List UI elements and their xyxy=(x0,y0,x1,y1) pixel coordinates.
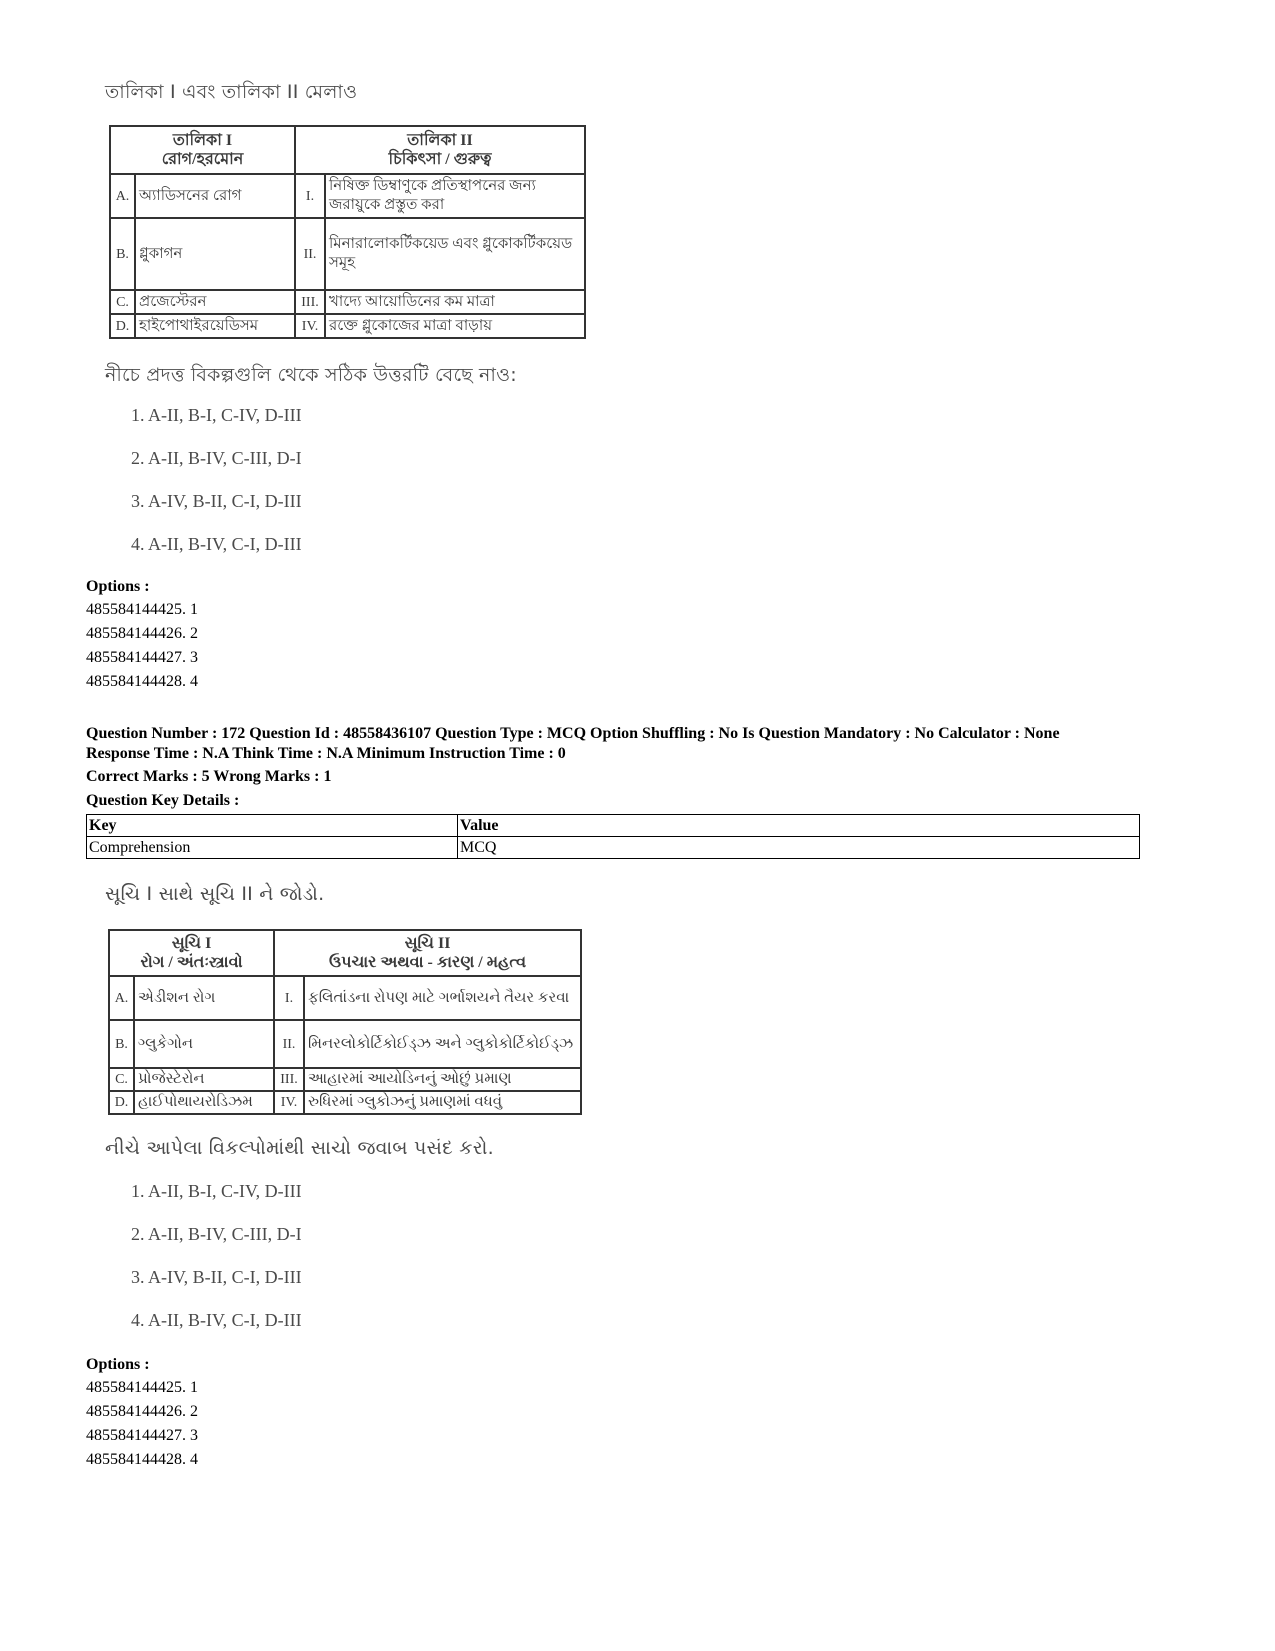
row-label: D. xyxy=(109,1091,134,1114)
question-meta xyxy=(86,724,1146,764)
row-label: B. xyxy=(110,218,135,290)
options-block xyxy=(86,578,198,694)
row-label: IV. xyxy=(295,314,325,338)
option-item: 485584144427. 3 xyxy=(86,1427,198,1444)
match-table xyxy=(108,929,582,1115)
row-label: II. xyxy=(274,1020,304,1068)
list-2-subtitle: চিকিৎসা / গুরুত্ব xyxy=(388,151,492,168)
table-row xyxy=(110,174,585,218)
row-item: એડીશન રોગ xyxy=(134,976,274,1020)
question-meta-line-1: Question Number : 172 Question Id : 48558436107 Question Type : MCQ Option Shuffling : No Is Question Mandatory : No Calculator : None xyxy=(86,725,1060,742)
table-row xyxy=(109,1068,581,1091)
row-label: B. xyxy=(109,1020,134,1068)
choice-2: 2. A-II, B-IV, C-III, D-I xyxy=(131,1224,302,1244)
table-row xyxy=(109,1091,581,1114)
match-table-header xyxy=(110,126,585,174)
value-cell: MCQ xyxy=(458,837,1140,859)
question-prompt: নীচে প্রদত্ত বিকল্পগুলি থেকে সঠিক উত্তরটি বেছে নাও: xyxy=(105,364,517,386)
choice-3: 3. A-IV, B-II, C-I, D-III xyxy=(131,491,302,511)
row-label: A. xyxy=(110,174,135,218)
row-item: নিষিক্ত ডিম্বাণুকে প্রতিস্থাপনের জন্য জরায়ুকে প্রস্তুত করা xyxy=(325,174,585,218)
table-row xyxy=(109,1020,581,1068)
row-item: ગ્લુકેગોન xyxy=(134,1020,274,1068)
row-item: খাদ্যে আয়োডিনের কম মাত্রা xyxy=(325,290,585,314)
row-label: A. xyxy=(109,976,134,1020)
option-item: 485584144426. 2 xyxy=(86,625,198,642)
option-item: 485584144428. 4 xyxy=(86,1451,198,1468)
row-item: મિનરલોકોર્ટિકોઈડ્ઝ અને ગ્લુકોકોર્ટિકોઈડ્ઝ xyxy=(304,1020,581,1068)
list-2-header xyxy=(295,126,585,174)
list-1-title: સૂચિ I xyxy=(171,935,212,952)
list-1-title: তালিকা I xyxy=(172,132,233,149)
row-item: হাইপোথাইরয়েডিসম xyxy=(135,314,295,338)
row-label: II. xyxy=(295,218,325,290)
row-item: ફલિતાંડના રોપણ માટે ગર્ભાશયને તૈયર કરવા xyxy=(304,976,581,1020)
choice-1: 1. A-II, B-I, C-IV, D-III xyxy=(131,405,302,425)
row-item: રુધિરમાં ગ્લુકોઝનું પ્રમાણમાં વધવું xyxy=(304,1091,581,1114)
choice-3: 3. A-IV, B-II, C-I, D-III xyxy=(131,1267,302,1287)
list-2-subtitle: ઉપચાર અથવા - કારણ / મહત્વ xyxy=(328,954,527,971)
match-table xyxy=(109,125,586,339)
row-item: હાઈપોથાયરોડિઝમ xyxy=(134,1091,274,1114)
list-1-header xyxy=(109,930,274,976)
list-1-header xyxy=(110,126,295,174)
option-item: 485584144425. 1 xyxy=(86,1379,198,1396)
row-item: આહારમાં આયોડિનનું ઓછું પ્રમાણ xyxy=(304,1068,581,1091)
options-block xyxy=(86,1356,198,1472)
key-header: Key xyxy=(87,815,458,837)
question-marks: Correct Marks : 5 Wrong Marks : 1 xyxy=(86,768,332,785)
question-image-bengali xyxy=(105,78,665,110)
row-item: પ્રોજેસ્ટેરોન xyxy=(134,1068,274,1091)
row-label: IV. xyxy=(274,1091,304,1114)
list-2-header xyxy=(274,930,581,976)
row-label: D. xyxy=(110,314,135,338)
choice-1: 1. A-II, B-I, C-IV, D-III xyxy=(131,1181,302,1201)
row-item: মিনারালোকর্টিকয়েড এবং গ্লুকোকর্টিকয়েড সমূহ xyxy=(325,218,585,290)
key-cell: Comprehension xyxy=(87,837,458,859)
list-2-title: સૂચિ II xyxy=(404,935,451,952)
list-1-subtitle: রোগ/হরমোন xyxy=(161,151,244,168)
choice-4: 4. A-II, B-IV, C-I, D-III xyxy=(131,534,302,554)
question-meta-line-2: Response Time : N.A Think Time : N.A Minimum Instruction Time : 0 xyxy=(86,745,566,762)
option-item: 485584144426. 2 xyxy=(86,1403,198,1420)
value-header: Value xyxy=(458,815,1140,837)
choice-4: 4. A-II, B-IV, C-I, D-III xyxy=(131,1310,302,1330)
choice-2: 2. A-II, B-IV, C-III, D-I xyxy=(131,448,302,468)
question-prompt: નીચે આપેલા વિકલ્પોમાંથી સાચો જવાબ પસંદ કરો. xyxy=(105,1137,494,1159)
key-details-title: Question Key Details : xyxy=(86,792,240,809)
question-instruction: তালিকা I এবং তালিকা II মেলাও xyxy=(105,81,358,103)
list-1-subtitle: રોગ / અંતઃસ્ત્રાવો xyxy=(140,954,243,971)
table-row xyxy=(110,314,585,338)
question-instruction: સૂચિ I સાથે સૂચિ II ને જોડો. xyxy=(105,883,325,905)
row-item: রক্তে গ্লুকোজের মাত্রা বাড়ায় xyxy=(325,314,585,338)
row-label: C. xyxy=(110,290,135,314)
table-row xyxy=(110,290,585,314)
options-title: Options : xyxy=(86,1356,150,1373)
row-label: III. xyxy=(295,290,325,314)
row-label: C. xyxy=(109,1068,134,1091)
option-item: 485584144427. 3 xyxy=(86,649,198,666)
row-label: III. xyxy=(274,1068,304,1091)
row-item: অ্যাডিসনের রোগ xyxy=(135,174,295,218)
list-2-title: তালিকা II xyxy=(407,132,473,149)
row-item: প্রজেস্টেরন xyxy=(135,290,295,314)
table-row xyxy=(109,976,581,1020)
row-label: I. xyxy=(274,976,304,1020)
options-title: Options : xyxy=(86,578,150,595)
table-row xyxy=(110,218,585,290)
row-item: গ্লুকাগন xyxy=(135,218,295,290)
table-row xyxy=(87,837,1140,859)
option-item: 485584144428. 4 xyxy=(86,673,198,690)
key-details-table xyxy=(86,814,1140,859)
table-row xyxy=(87,815,1140,837)
option-item: 485584144425. 1 xyxy=(86,601,198,618)
match-table-header xyxy=(109,930,581,976)
row-label: I. xyxy=(295,174,325,218)
